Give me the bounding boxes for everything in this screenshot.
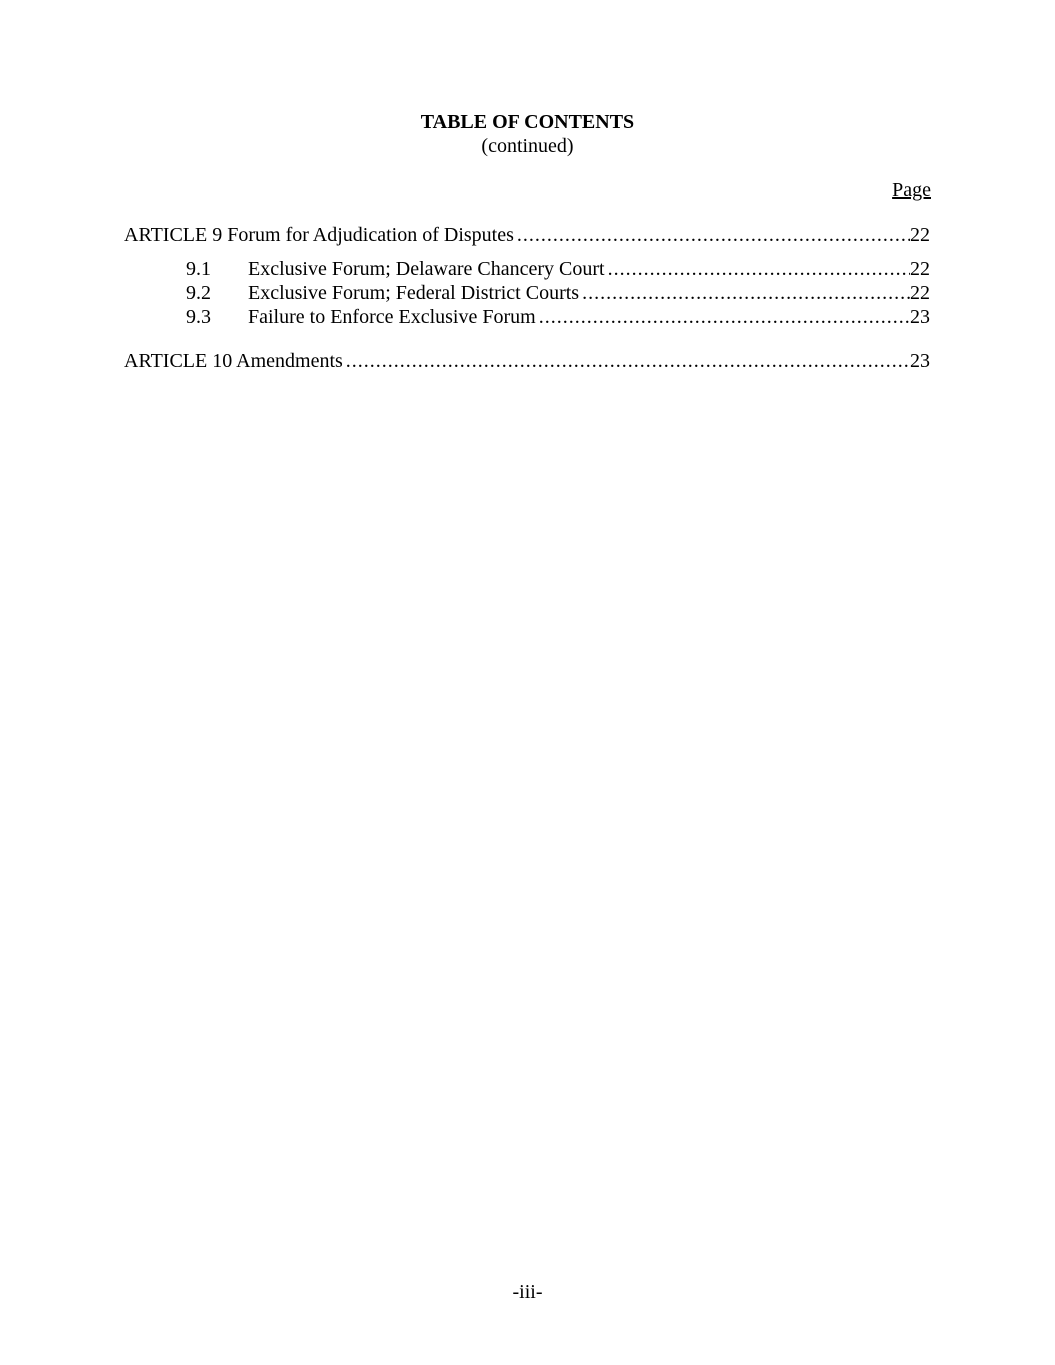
toc-entry-section-9-1[interactable]	[186, 257, 930, 281]
toc-section-number: 9.2	[186, 282, 211, 304]
leader-dots	[343, 349, 910, 373]
page-title: TABLE OF CONTENTS	[420, 111, 635, 133]
toc-section-number: 9.1	[186, 258, 211, 280]
toc-section-number: 9.3	[186, 306, 211, 328]
toc-entry-label: Exclusive Forum; Federal District Courts	[248, 282, 580, 304]
toc-entry-label: Exclusive Forum; Delaware Chancery Court	[248, 258, 605, 280]
toc-entry-page: 22	[910, 258, 930, 280]
page-subtitle: (continued)	[481, 135, 574, 157]
toc-entry-label: ARTICLE 10 Amendments	[124, 350, 343, 372]
page-number-footer: -iii-	[512, 1281, 543, 1303]
leader-dots	[536, 305, 910, 329]
leader-dots	[579, 281, 910, 305]
leader-dots	[514, 223, 910, 247]
toc-entry-section-9-3[interactable]	[186, 305, 930, 329]
leader-dots	[605, 257, 910, 281]
toc-entry-label: Failure to Enforce Exclusive Forum	[248, 306, 536, 328]
toc-entry-page: 22	[910, 224, 930, 246]
toc-entry-section-9-2[interactable]	[186, 281, 930, 305]
toc-entry-page: 23	[910, 350, 930, 372]
toc-entry-article-10[interactable]	[124, 349, 930, 373]
toc-entry-label: ARTICLE 9 Forum for Adjudication of Disputes	[124, 224, 514, 246]
page-column-heading: Page	[892, 179, 931, 201]
toc-entry-page: 22	[910, 282, 930, 304]
toc-entry-article-9[interactable]	[124, 223, 930, 247]
toc-entry-page: 23	[910, 306, 930, 328]
